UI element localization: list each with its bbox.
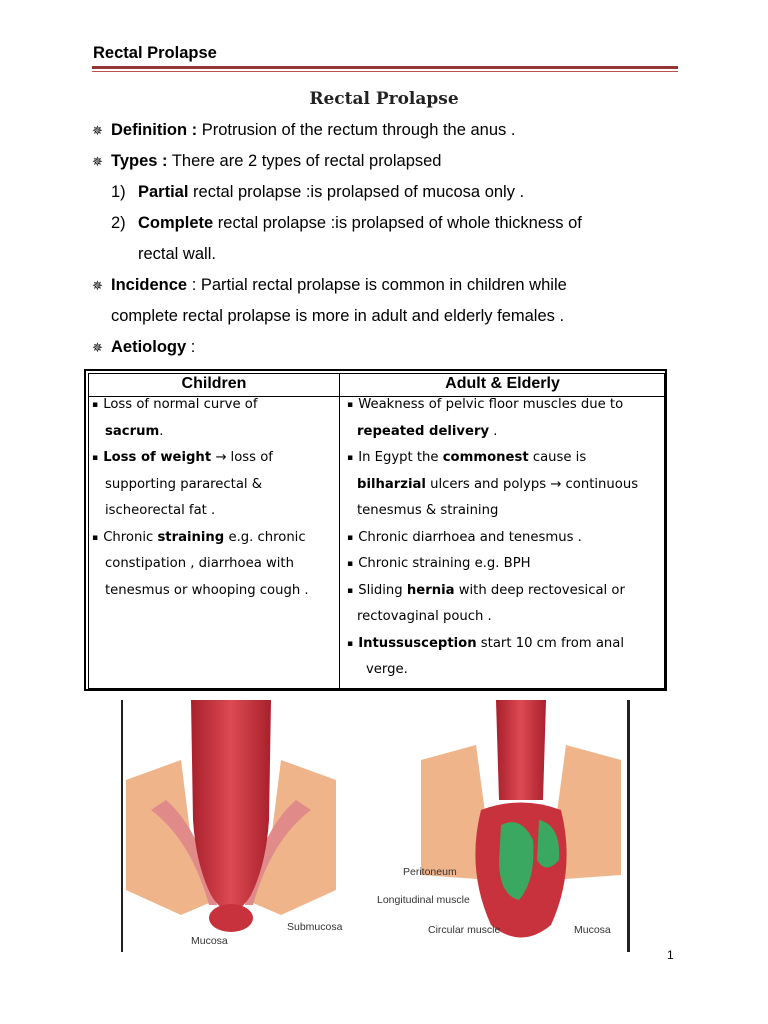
definition-label: Definition : <box>111 121 198 139</box>
list-item-cont: supporting pararectal & <box>105 476 263 492</box>
list-item-cont: constipation , diarrhoea with <box>105 556 294 571</box>
cell-text: Weakness of pelvic floor muscles due to <box>358 397 624 412</box>
types-text: There are 2 types of rectal prolapsed <box>167 152 442 170</box>
square-bullet-icon: ▪ <box>347 638 354 649</box>
cell-bold: bilharzial <box>357 476 426 492</box>
page-number: 1 <box>667 948 674 962</box>
incidence-cont: complete rectal prolapse is more in adult and elderly females . <box>111 307 565 325</box>
header-rule-thin <box>92 71 678 72</box>
running-header: Rectal Prolapse <box>93 44 217 62</box>
cell-text: ulcers and polyps → continuous <box>425 476 639 492</box>
figure-right-border <box>627 700 630 952</box>
cell-text: Chronic <box>103 529 158 545</box>
cell-text: → loss of <box>211 450 273 465</box>
list-item <box>92 445 309 472</box>
column-header-children: Children <box>181 375 247 392</box>
cell-bold: Intussusception <box>358 635 477 651</box>
square-bullet-icon: ▪ <box>92 453 99 463</box>
complete-prolapse-diagram <box>377 700 621 938</box>
cell-text: Loss of normal curve of <box>103 397 258 412</box>
children-cell <box>92 392 309 604</box>
star-bullet-icon: ✵ <box>92 123 103 138</box>
list-number: 2) <box>111 214 126 232</box>
definition-text: Protrusion of the rectum through the anus . <box>197 121 516 139</box>
aetiology-text: : <box>186 338 196 356</box>
cell-text: . <box>159 423 164 439</box>
incidence-text: : Partial rectal prolapse is common in children while <box>187 276 567 294</box>
square-bullet-icon: ▪ <box>347 585 354 596</box>
type-name: Complete <box>138 214 214 232</box>
label-circular-muscle: Circular muscle <box>428 924 501 936</box>
square-bullet-icon: ▪ <box>92 400 99 410</box>
list-item <box>347 631 638 658</box>
type-name: Partial <box>138 183 189 201</box>
type-item-partial <box>111 183 524 202</box>
square-bullet-icon: ▪ <box>347 453 354 463</box>
cell-bold: commonest <box>442 450 529 465</box>
label-peritoneum: Peritoneum <box>403 866 457 878</box>
square-bullet-icon: ▪ <box>347 532 354 543</box>
list-item <box>347 392 638 419</box>
list-item <box>92 525 309 552</box>
cell-text: Chronic straining e.g. BPH <box>358 556 531 571</box>
header-rule <box>92 66 678 69</box>
list-item-cont <box>92 419 309 446</box>
figure-left-border <box>121 700 123 952</box>
partial-prolapse-diagram <box>126 700 343 947</box>
aetiology-label: Aetiology <box>111 338 187 356</box>
adult-cell <box>347 392 638 684</box>
cell-bold: repeated delivery <box>357 423 490 439</box>
definition-line <box>92 121 515 140</box>
upper-rectum <box>496 700 546 800</box>
star-bullet-icon: ✵ <box>92 340 103 355</box>
cell-text: . <box>489 423 498 439</box>
type-description: rectal prolapse :is prolapsed of mucosa only . <box>188 183 525 201</box>
aetiology-line <box>92 338 195 357</box>
label-mucosa-right: Mucosa <box>574 924 611 936</box>
types-line <box>92 152 441 171</box>
list-item <box>347 578 638 605</box>
square-bullet-icon: ▪ <box>347 559 354 569</box>
type-item-complete <box>111 214 582 233</box>
cell-bold: straining <box>157 529 225 545</box>
cell-text: cause is <box>528 450 587 465</box>
cell-text: with deep rectovesical or <box>454 582 625 598</box>
incidence-line <box>92 276 567 295</box>
list-item-cont: verge. <box>366 662 408 677</box>
cell-text: Sliding <box>358 582 407 598</box>
label-mucosa-left: Mucosa <box>191 935 228 947</box>
cell-bold: hernia <box>406 582 455 598</box>
table-column-divider <box>339 374 340 688</box>
list-number: 1) <box>111 183 126 201</box>
star-bullet-icon: ✵ <box>92 154 103 169</box>
square-bullet-icon: ▪ <box>347 400 354 410</box>
square-bullet-icon: ▪ <box>92 532 99 543</box>
list-item-cont: tenesmus & straining <box>357 503 499 518</box>
column-header-adult: Adult & Elderly <box>445 375 560 392</box>
label-submucosa: Submucosa <box>287 921 343 933</box>
label-longitudinal-muscle: Longitudinal muscle <box>377 894 470 906</box>
list-item <box>347 445 638 472</box>
list-item <box>347 525 638 552</box>
cell-text: start 10 cm from anal <box>476 635 625 651</box>
list-item-cont <box>347 419 638 446</box>
types-label: Types : <box>111 152 168 170</box>
cell-bold: Loss of weight <box>103 450 212 465</box>
list-item-cont: ischeorectal fat . <box>105 503 216 518</box>
list-item-cont: tenesmus or whooping cough . <box>105 582 309 598</box>
star-bullet-icon: ✵ <box>92 278 103 293</box>
prolapsed-mucosa <box>209 904 253 932</box>
rectal-prolapse-illustration <box>121 700 630 952</box>
list-item <box>347 551 638 578</box>
incidence-label: Incidence <box>111 276 188 294</box>
cell-bold: sacrum <box>105 423 160 439</box>
page-title: Rectal Prolapse <box>309 89 459 109</box>
cell-text: In Egypt the <box>358 450 443 465</box>
list-item-cont <box>347 472 638 499</box>
list-item <box>92 392 309 419</box>
cell-text: e.g. chronic <box>224 529 306 545</box>
type-description: rectal prolapse :is prolapsed of whole thickness of <box>213 214 582 232</box>
type-item-complete-cont: rectal wall. <box>138 245 216 263</box>
list-item-cont: rectovaginal pouch . <box>357 609 492 624</box>
cell-text: Chronic diarrhoea and tenesmus . <box>358 529 582 545</box>
